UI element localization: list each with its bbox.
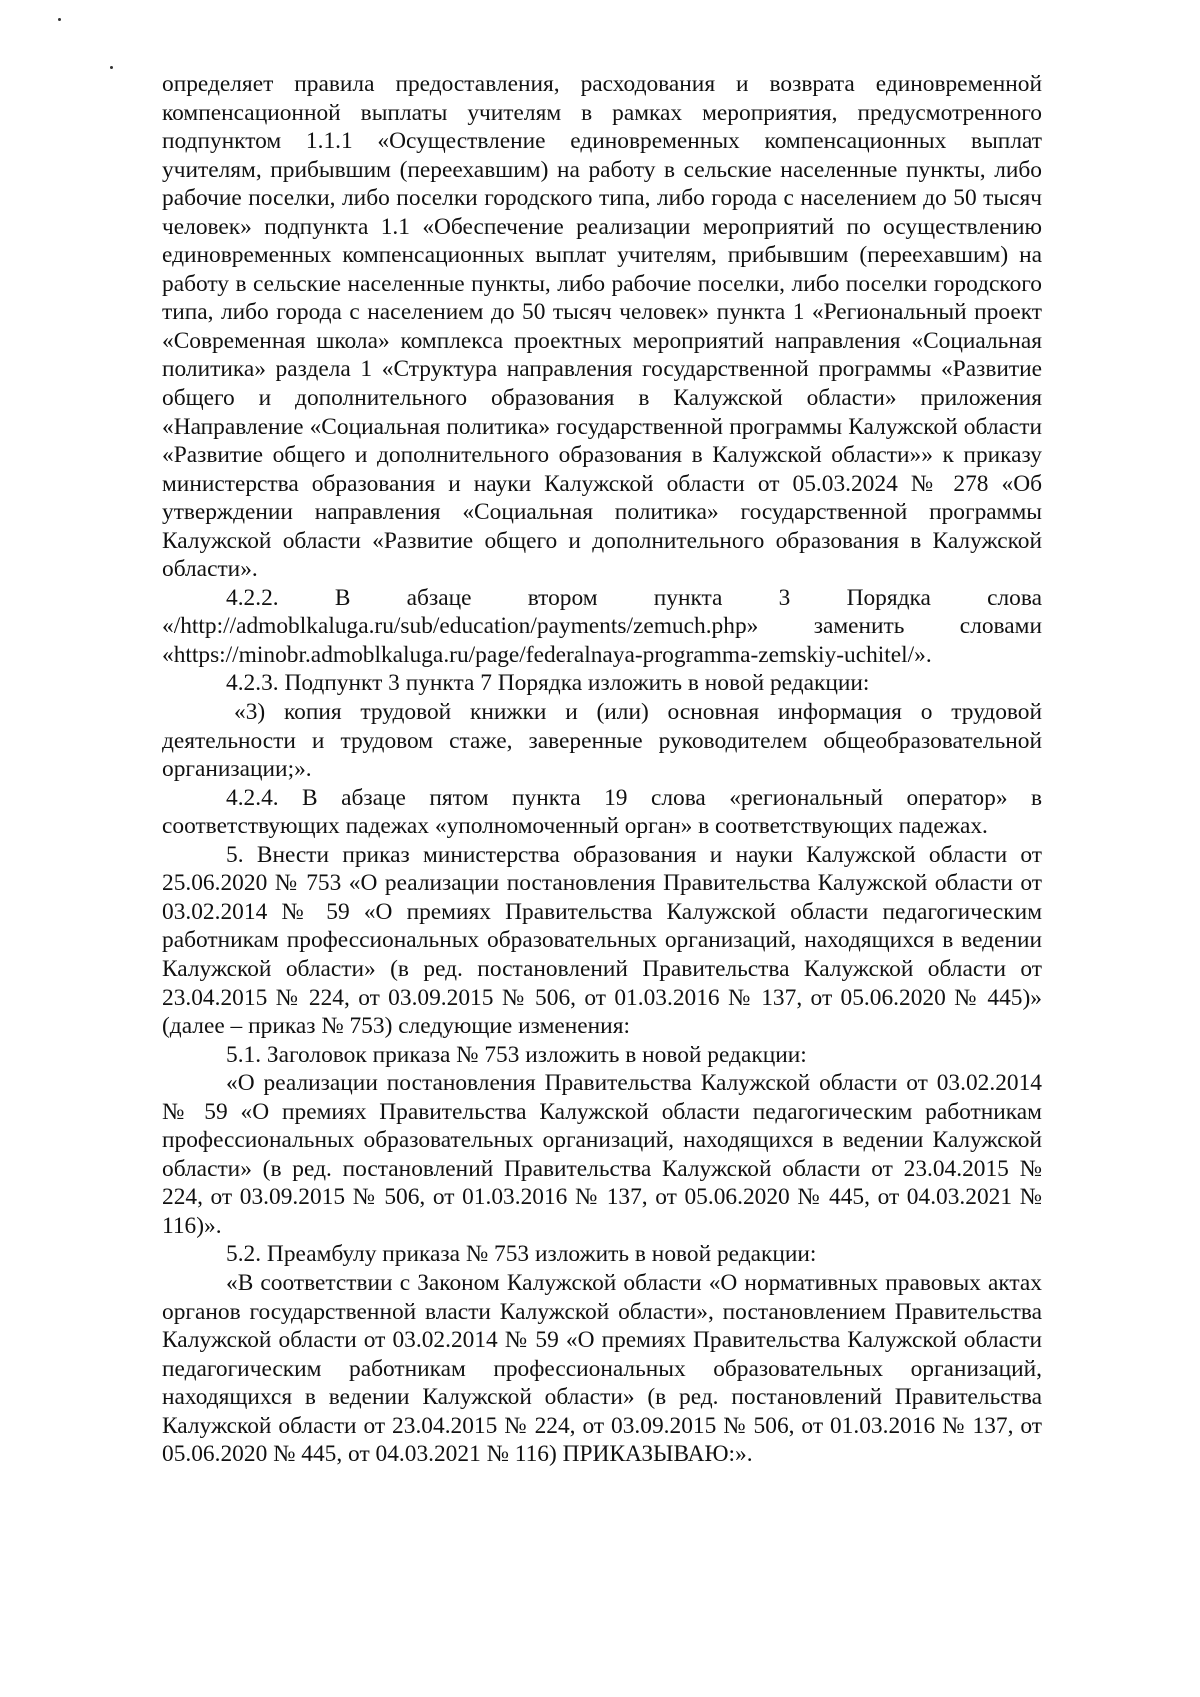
paragraph-5-2: 5.2. Преамбулу приказа № 753 изложить в новой редакции: bbox=[226, 1241, 817, 1268]
paragraph-4-2-2: 4.2.2. В абзаце втором пункта 3 Порядка слова «/http://admoblkaluga.ru/sub/education/payments/zemuch.php» заменить словами «https://minobr.admoblkaluga.ru/page/federalnaya-programma-zemskiy-uchitel/». bbox=[162, 584, 1042, 668]
document-body bbox=[162, 70, 1042, 1469]
paragraph-quote-3: «3) копия трудовой книжки и (или) основная информация о трудовой деятельности и трудовом стаже, заверенные руководителем общеобразовательной организации;». bbox=[162, 699, 1042, 783]
paragraph-preamble-quote: «В соответствии с Законом Калужской области «О нормативных правовых актах органов государственной власти Калужской области», постановлением Правительства Калужской области от 03.02.2014 № 59 «О премиях Правительства Калужской области педагогическим работникам профессиональных образовательных организаций, находящихся в ведении Калужской области» (в ред. постановлений Правительства Калужской области от 23.04.2015 № 224, от 03.09.2015 № 506, от 01.03.2016 № 137, от 05.06.2020 № 445, от 04.03.2021 № 116) ПРИКАЗЫВАЮ:». bbox=[162, 1269, 1042, 1468]
paragraph-title-quote: «О реализации постановления Правительства Калужской области от 03.02.2014 № 59 «О премиях Правительства Калужской области педагогическим работникам профессиональных образовательных организаций, находящихся в ведении Калужской области» (в ред. постановлений Правительства Калужской области от 23.04.2015 № 224, от 03.09.2015 № 506, от 01.03.2016 № 137, от 05.06.2020 № 445, от 04.03.2021 № 116)». bbox=[162, 1070, 1042, 1239]
paragraph-5-1: 5.1. Заголовок приказа № 753 изложить в новой редакции: bbox=[226, 1041, 807, 1068]
scan-speck bbox=[58, 18, 61, 21]
paragraph-continuation: определяет правила предоставления, расходования и возврата единовременной компенсационной выплаты учителям в рамках мероприятия, предусмотренного подпунктом 1.1.1 «Осуществление единовременных компенсационных выплат учителям, прибывшим (переехавшим) на работу в сельские населенные пункты, либо рабочие поселки, либо поселки городского типа, либо города с населением до 50 тысяч человек» подпункта 1.1 «Обеспечение реализации мероприятий по осуществлению единовременных компенсационных выплат учителям, прибывшим (переехавшим) на работу в сельские населенные пункты, либо рабочие поселки, либо поселки городского типа, либо города с населением до 50 тысяч человек» пункта 1 «Региональный проект «Современная школа» комплекса проектных мероприятий направления «Социальная политика» раздела 1 «Структура направления государственной программы «Развитие общего и дополнительного образования в Калужской области» приложения «Направление «Социальная политика» государственной программы Калужской области «Развитие общего и дополнительного образования в Калужской области»» к приказу министерства образования и науки Калужской области от 05.03.2024 № 278 «Об утверждении направления «Социальная политика» государственной программы Калужской области «Развитие общего и дополнительного образования в Калужской области». bbox=[162, 71, 1042, 583]
paragraph-5: 5. Внести приказ министерства образования и науки Калужской области от 25.06.2020 № 753 «О реализации постановления Правительства Калужской области от 03.02.2014 № 59 «О премиях Правительства Калужской области педагогическим работникам профессиональных образовательных организаций, находящихся в ведении Калужской области» (в ред. постановлений Правительства Калужской области от 23.04.2015 № 224, от 03.09.2015 № 506, от 01.03.2016 № 137, от 05.06.2020 № 445)» (далее – приказ № 753) следующие изменения: bbox=[162, 841, 1042, 1040]
scan-speck bbox=[110, 66, 113, 69]
paragraph-4-2-4: 4.2.4. В абзаце пятом пункта 19 слова «региональный оператор» в соответствующих падежах «уполномоченный орган» в соответствующих падежах. bbox=[162, 784, 1042, 840]
paragraph-4-2-3: 4.2.3. Подпункт 3 пункта 7 Порядка изложить в новой редакции: bbox=[226, 670, 870, 697]
